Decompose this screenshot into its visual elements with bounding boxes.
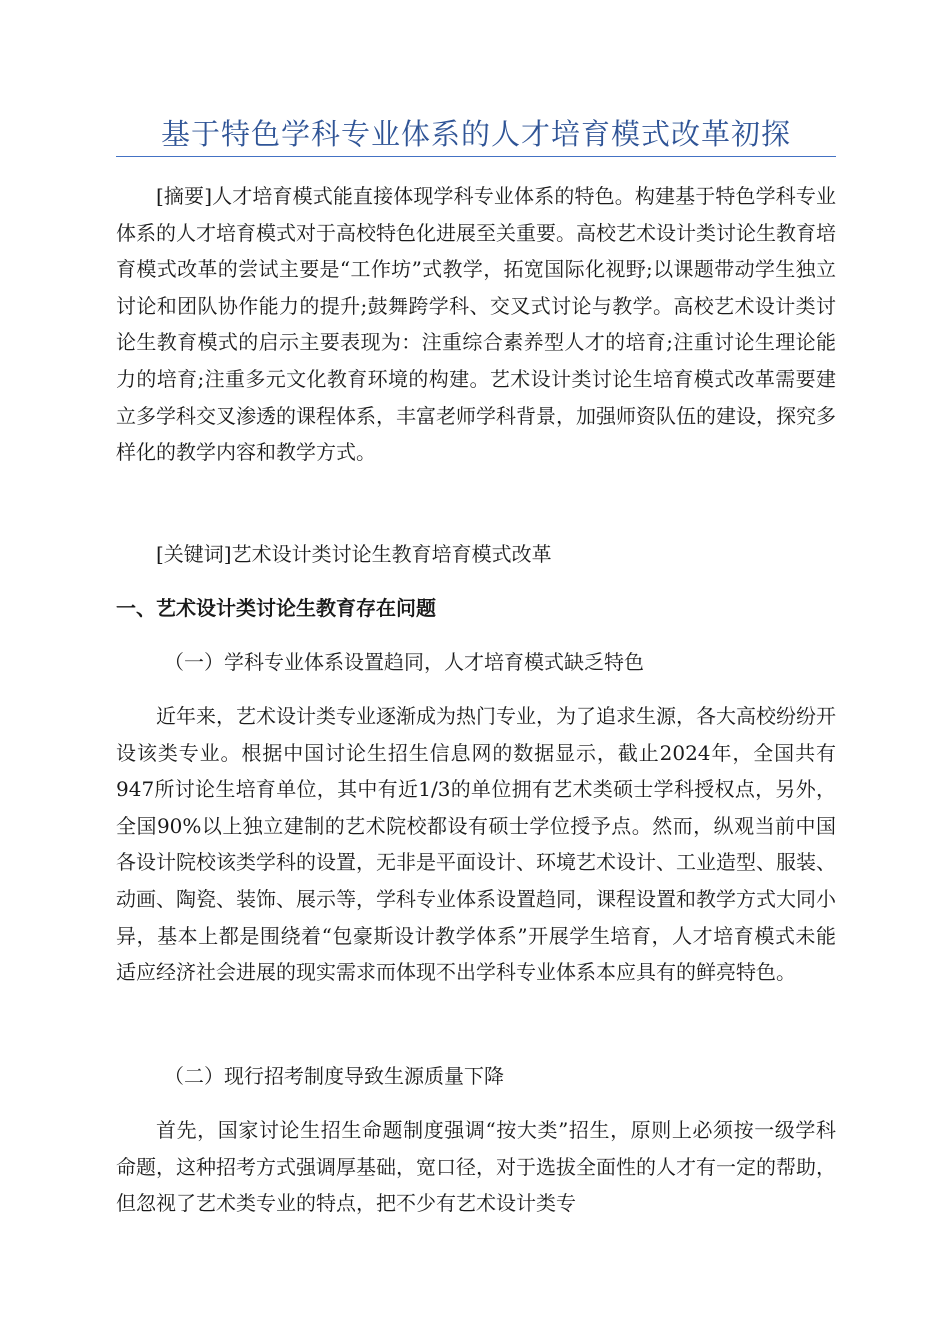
body-paragraph-2: 首先，国家讨论生招生命题制度强调“按大类”招生，原则上必须按一级学科命题，这种招考方式强调厚基础，宽口径，对于选拔全面性的人才有一定的帮助，但忽视了艺术类专业的特点，把不少有艺术设计类专 xyxy=(116,1118,836,1216)
keywords-line: [关键词]艺术设计类讨论生教育培育模式改革 xyxy=(156,542,552,566)
section-heading-1: 一、艺术设计类讨论生教育存在问题 xyxy=(116,596,436,620)
subsection-heading-2: （二）现行招考制度导致生源质量下降 xyxy=(164,1064,504,1088)
subsection-heading-1: （一）学科专业体系设置趋同，人才培育模式缺乏特色 xyxy=(164,650,644,674)
body-paragraph-1: 近年来，艺术设计类专业逐渐成为热门专业，为了追求生源，各大高校纷纷开设该类专业。根据中国讨论生招生信息网的数据显示，截止2024年，全国共有947所讨论生培育单位，其中有近1/3的单位拥有艺术类硕士学科授权点，另外，全国90%以上独立建制的艺术院校都设有硕士学位授予点。然而，纵观当前中国各设计院校该类学科的设置，无非是平面设计、环境艺术设计、工业造型、服装、动画、陶瓷、装饰、展示等，学科专业体系设置趋同，课程设置和教学方式大同小异，基本上都是围绕着“包豪斯设计教学体系”开展学生培育，人才培育模式未能适应经济社会进展的现实需求而体现不出学科专业体系本应具有的鲜亮特色。 xyxy=(116,704,836,985)
abstract-paragraph: [摘要]人才培育模式能直接体现学科专业体系的特色。构建基于特色学科专业体系的人才培育模式对于高校特色化进展至关重要。高校艺术设计类讨论生教育培育模式改革的尝试主要是“工作坊”式教学，拓宽国际化视野;以课题带动学生独立讨论和团队协作能力的提升;鼓舞跨学科、交叉式讨论与教学。高校艺术设计类讨论生教育模式的启示主要表现为：注重综合素养型人才的培育;注重讨论生理论能力的培育;注重多元文化教育环境的构建。艺术设计类讨论生培育模式改革需要建立多学科交叉渗透的课程体系，丰富老师学科背景，加强师资队伍的建设，探究多样化的教学内容和教学方式。 xyxy=(116,184,836,465)
title-underline xyxy=(116,156,836,157)
document-title: 基于特色学科专业体系的人才培育模式改革初探 xyxy=(160,117,791,151)
